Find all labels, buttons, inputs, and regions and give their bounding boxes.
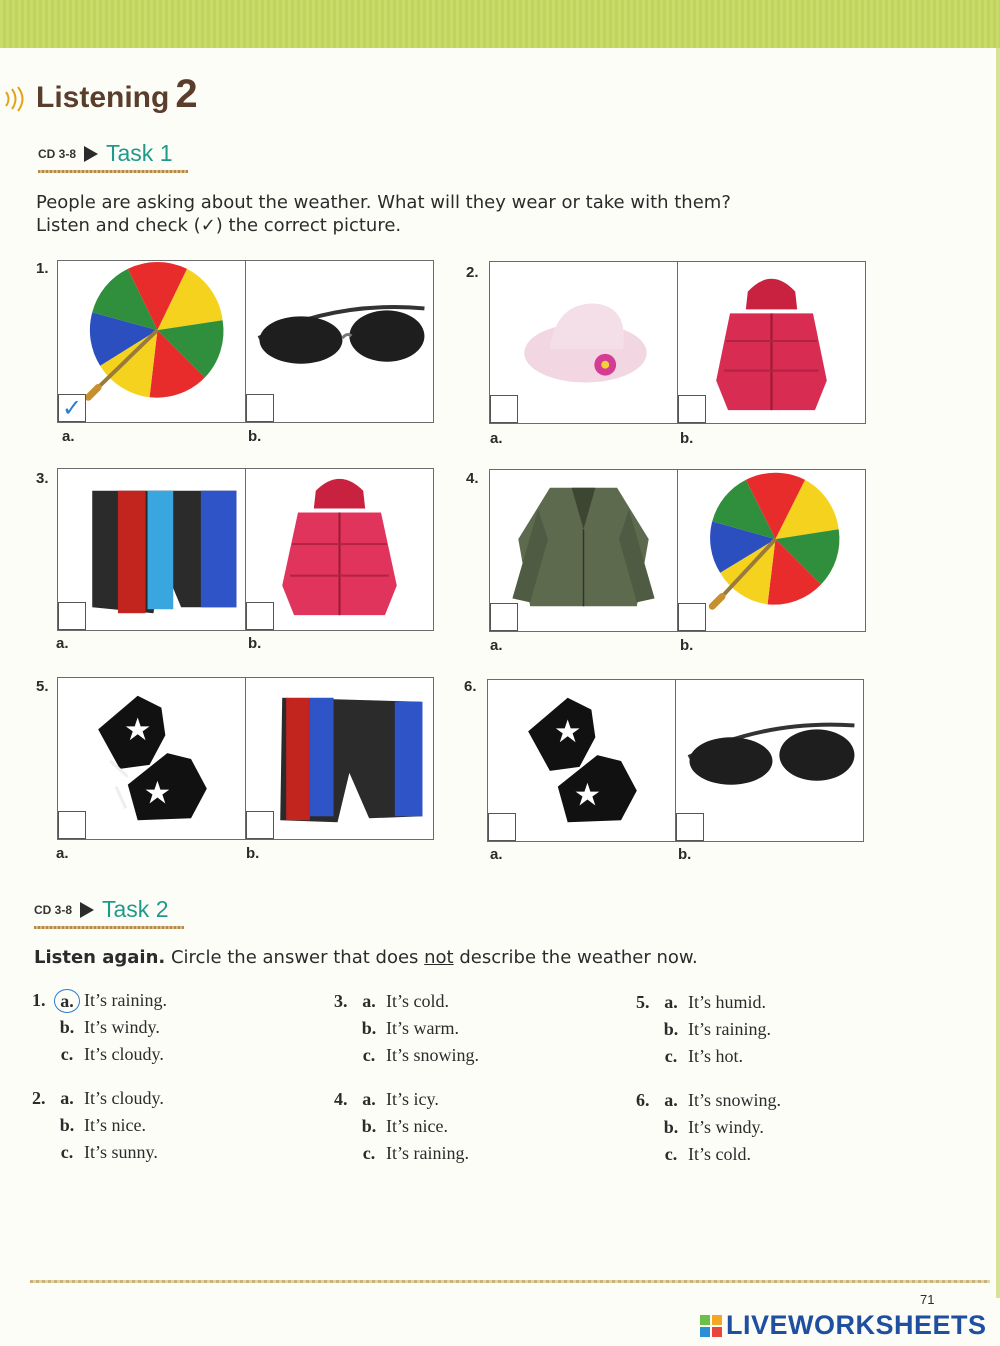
option-letter[interactable]: b.	[59, 1017, 75, 1037]
circled-option-letter[interactable]: a.	[54, 989, 80, 1013]
play-icon	[80, 902, 94, 918]
question-number: 4.	[334, 1089, 348, 1109]
question-5-panel	[57, 677, 434, 840]
umbrella-icon	[58, 261, 245, 422]
question-2-panel	[489, 261, 866, 424]
shorts-icon	[246, 678, 433, 839]
option-letter[interactable]: c.	[60, 1142, 74, 1162]
answer-text[interactable]: It’s raining.	[688, 1019, 771, 1039]
answer-text[interactable]: It’s cloudy.	[84, 1088, 164, 1108]
umbrella-icon	[678, 470, 865, 631]
answer-text[interactable]: It’s warm.	[386, 1018, 459, 1038]
option-a-label: a.	[62, 428, 75, 445]
answer-text[interactable]: It’s sunny.	[84, 1142, 158, 1162]
question-3-panel	[57, 468, 434, 631]
blazer-icon	[490, 470, 677, 631]
option-letter[interactable]: a.	[362, 991, 376, 1011]
checkbox-a[interactable]	[58, 602, 86, 630]
checkbox-a[interactable]	[490, 395, 518, 423]
option-b-label: b.	[246, 845, 260, 862]
task2-cd-label: CD 3-8	[34, 902, 73, 917]
section-title	[36, 72, 198, 117]
option-letter[interactable]: b.	[663, 1019, 679, 1039]
answer-text[interactable]: It’s windy.	[84, 1017, 160, 1037]
task2-question-1	[32, 987, 167, 1068]
option-letter[interactable]: b.	[361, 1116, 377, 1136]
answer-text[interactable]: It’s cold.	[688, 1144, 751, 1164]
task2-instructions	[34, 946, 794, 969]
answer-text[interactable]: It’s nice.	[386, 1116, 448, 1136]
task1-instructions	[36, 191, 796, 237]
checkbox-a[interactable]	[488, 813, 516, 841]
puffer-jacket-icon	[246, 469, 433, 630]
question-1-panel	[57, 260, 434, 423]
option-a-picture[interactable]	[488, 680, 675, 841]
option-letter[interactable]: a.	[60, 1088, 74, 1108]
question-number: 5.	[636, 992, 650, 1012]
liveworksheets-brand[interactable]	[700, 1310, 987, 1341]
checkbox-b[interactable]	[246, 602, 274, 630]
option-letter[interactable]: c.	[60, 1044, 74, 1064]
option-a-label: a.	[490, 430, 503, 447]
checkbox-b[interactable]	[246, 811, 274, 839]
option-a-label: a.	[56, 845, 69, 862]
task2-instruction-post: describe the weather now.	[453, 947, 698, 968]
brand-logo-icon	[700, 1315, 722, 1337]
question-number: 5.	[36, 678, 49, 695]
task2-title: Task 2	[102, 896, 169, 922]
answer-text[interactable]: It’s windy.	[688, 1117, 764, 1137]
question-number: 1.	[32, 990, 46, 1010]
answer-text[interactable]: It’s cloudy.	[84, 1044, 164, 1064]
task1-cd-label: CD 3-8	[38, 146, 77, 161]
option-b-label: b.	[248, 428, 262, 445]
section-number: 2	[175, 72, 198, 116]
task2-instruction-not: not	[424, 947, 454, 968]
question-number: 6.	[636, 1090, 650, 1110]
option-letter[interactable]: b.	[663, 1117, 679, 1137]
task2-question-3	[334, 988, 479, 1069]
option-a-picture[interactable]	[58, 261, 245, 422]
question-6-panel	[487, 679, 864, 842]
answer-text[interactable]: It’s raining.	[84, 990, 167, 1010]
option-b-label: b.	[678, 846, 692, 863]
option-letter[interactable]: c.	[362, 1045, 376, 1065]
answer-text[interactable]: It’s icy.	[386, 1089, 439, 1109]
question-number: 2.	[32, 1088, 46, 1108]
answer-text[interactable]: It’s humid.	[688, 992, 767, 1012]
task2-instruction-bold: Listen again.	[34, 947, 166, 968]
puffer-jacket-icon	[678, 262, 865, 423]
option-b-picture[interactable]	[677, 470, 865, 631]
sunglasses-icon	[246, 261, 433, 422]
option-letter[interactable]: a.	[664, 1090, 678, 1110]
checkbox-a[interactable]	[58, 811, 86, 839]
option-b-picture[interactable]	[675, 680, 863, 841]
question-number: 3.	[334, 991, 348, 1011]
question-number: 3.	[36, 470, 49, 487]
sound-waves-icon	[2, 86, 30, 112]
task1-heading	[38, 140, 173, 167]
play-icon	[84, 146, 98, 162]
option-letter[interactable]: a.	[362, 1089, 376, 1109]
option-a-picture[interactable]	[490, 470, 677, 631]
shorts-icon	[58, 469, 245, 630]
task1-title: Task 1	[106, 140, 173, 166]
checkbox-b[interactable]	[246, 394, 274, 422]
task2-question-4	[334, 1086, 469, 1167]
footer-divider	[30, 1280, 990, 1283]
page-edge	[996, 48, 1000, 1298]
option-letter[interactable]: a.	[664, 992, 678, 1012]
task2-question-6	[636, 1087, 781, 1168]
option-b-label: b.	[680, 637, 694, 654]
task2-underline	[34, 926, 184, 929]
task1-underline	[38, 170, 188, 173]
sun-hat-icon	[490, 262, 677, 423]
option-b-label: b.	[680, 430, 694, 447]
task2-instruction-pre: Circle the answer that does	[170, 947, 425, 968]
option-letter[interactable]: c.	[664, 1144, 678, 1164]
option-b-picture[interactable]	[245, 678, 433, 839]
option-a-picture[interactable]	[58, 678, 245, 839]
option-letter[interactable]: b.	[361, 1018, 377, 1038]
answer-text[interactable]: It’s snowing.	[688, 1090, 782, 1110]
option-a-label: a.	[490, 637, 503, 654]
answer-text[interactable]: It’s snowing.	[386, 1045, 480, 1065]
option-letter[interactable]: c.	[362, 1143, 376, 1163]
answer-text[interactable]: It’s cold.	[386, 991, 449, 1011]
question-number: 1.	[36, 260, 49, 277]
gloves-icon	[58, 678, 245, 839]
task2-heading	[34, 896, 169, 923]
question-number: 4.	[466, 470, 479, 487]
section-title-word: Listening	[36, 81, 170, 114]
top-color-band	[0, 0, 1000, 48]
answer-text[interactable]: It’s raining.	[386, 1143, 469, 1163]
brand-name: LIVEWORKSHEETS	[726, 1310, 987, 1340]
option-letter[interactable]: b.	[59, 1115, 75, 1135]
option-a-picture[interactable]	[490, 262, 677, 423]
checkbox-a[interactable]: ✓	[58, 394, 86, 422]
checkbox-b[interactable]	[676, 813, 704, 841]
option-a-label: a.	[490, 846, 503, 863]
question-4-panel	[489, 469, 866, 632]
option-b-label: b.	[248, 635, 262, 652]
task1-instruction-line1: People are asking about the weather. What will they wear or take with them?	[36, 192, 731, 213]
option-letter[interactable]: c.	[664, 1046, 678, 1066]
task1-instruction-line2: Listen and check (✓) the correct picture.	[36, 215, 402, 236]
answer-text[interactable]: It’s hot.	[688, 1046, 744, 1066]
checkbox-b[interactable]	[678, 603, 706, 631]
checkbox-b[interactable]	[678, 395, 706, 423]
option-a-picture[interactable]	[58, 469, 245, 630]
option-a-label: a.	[56, 635, 69, 652]
option-b-picture[interactable]	[677, 262, 865, 423]
sunglasses-icon	[676, 680, 863, 841]
task2-question-5	[636, 989, 771, 1070]
option-b-picture[interactable]	[245, 469, 433, 630]
question-number: 2.	[466, 264, 479, 281]
option-b-picture[interactable]	[245, 261, 433, 422]
task2-question-2	[32, 1085, 164, 1166]
question-number: 6.	[464, 678, 477, 695]
checkbox-a[interactable]	[490, 603, 518, 631]
gloves-icon	[488, 680, 675, 841]
page-number: 71	[920, 1292, 935, 1307]
answer-text[interactable]: It’s nice.	[84, 1115, 146, 1135]
